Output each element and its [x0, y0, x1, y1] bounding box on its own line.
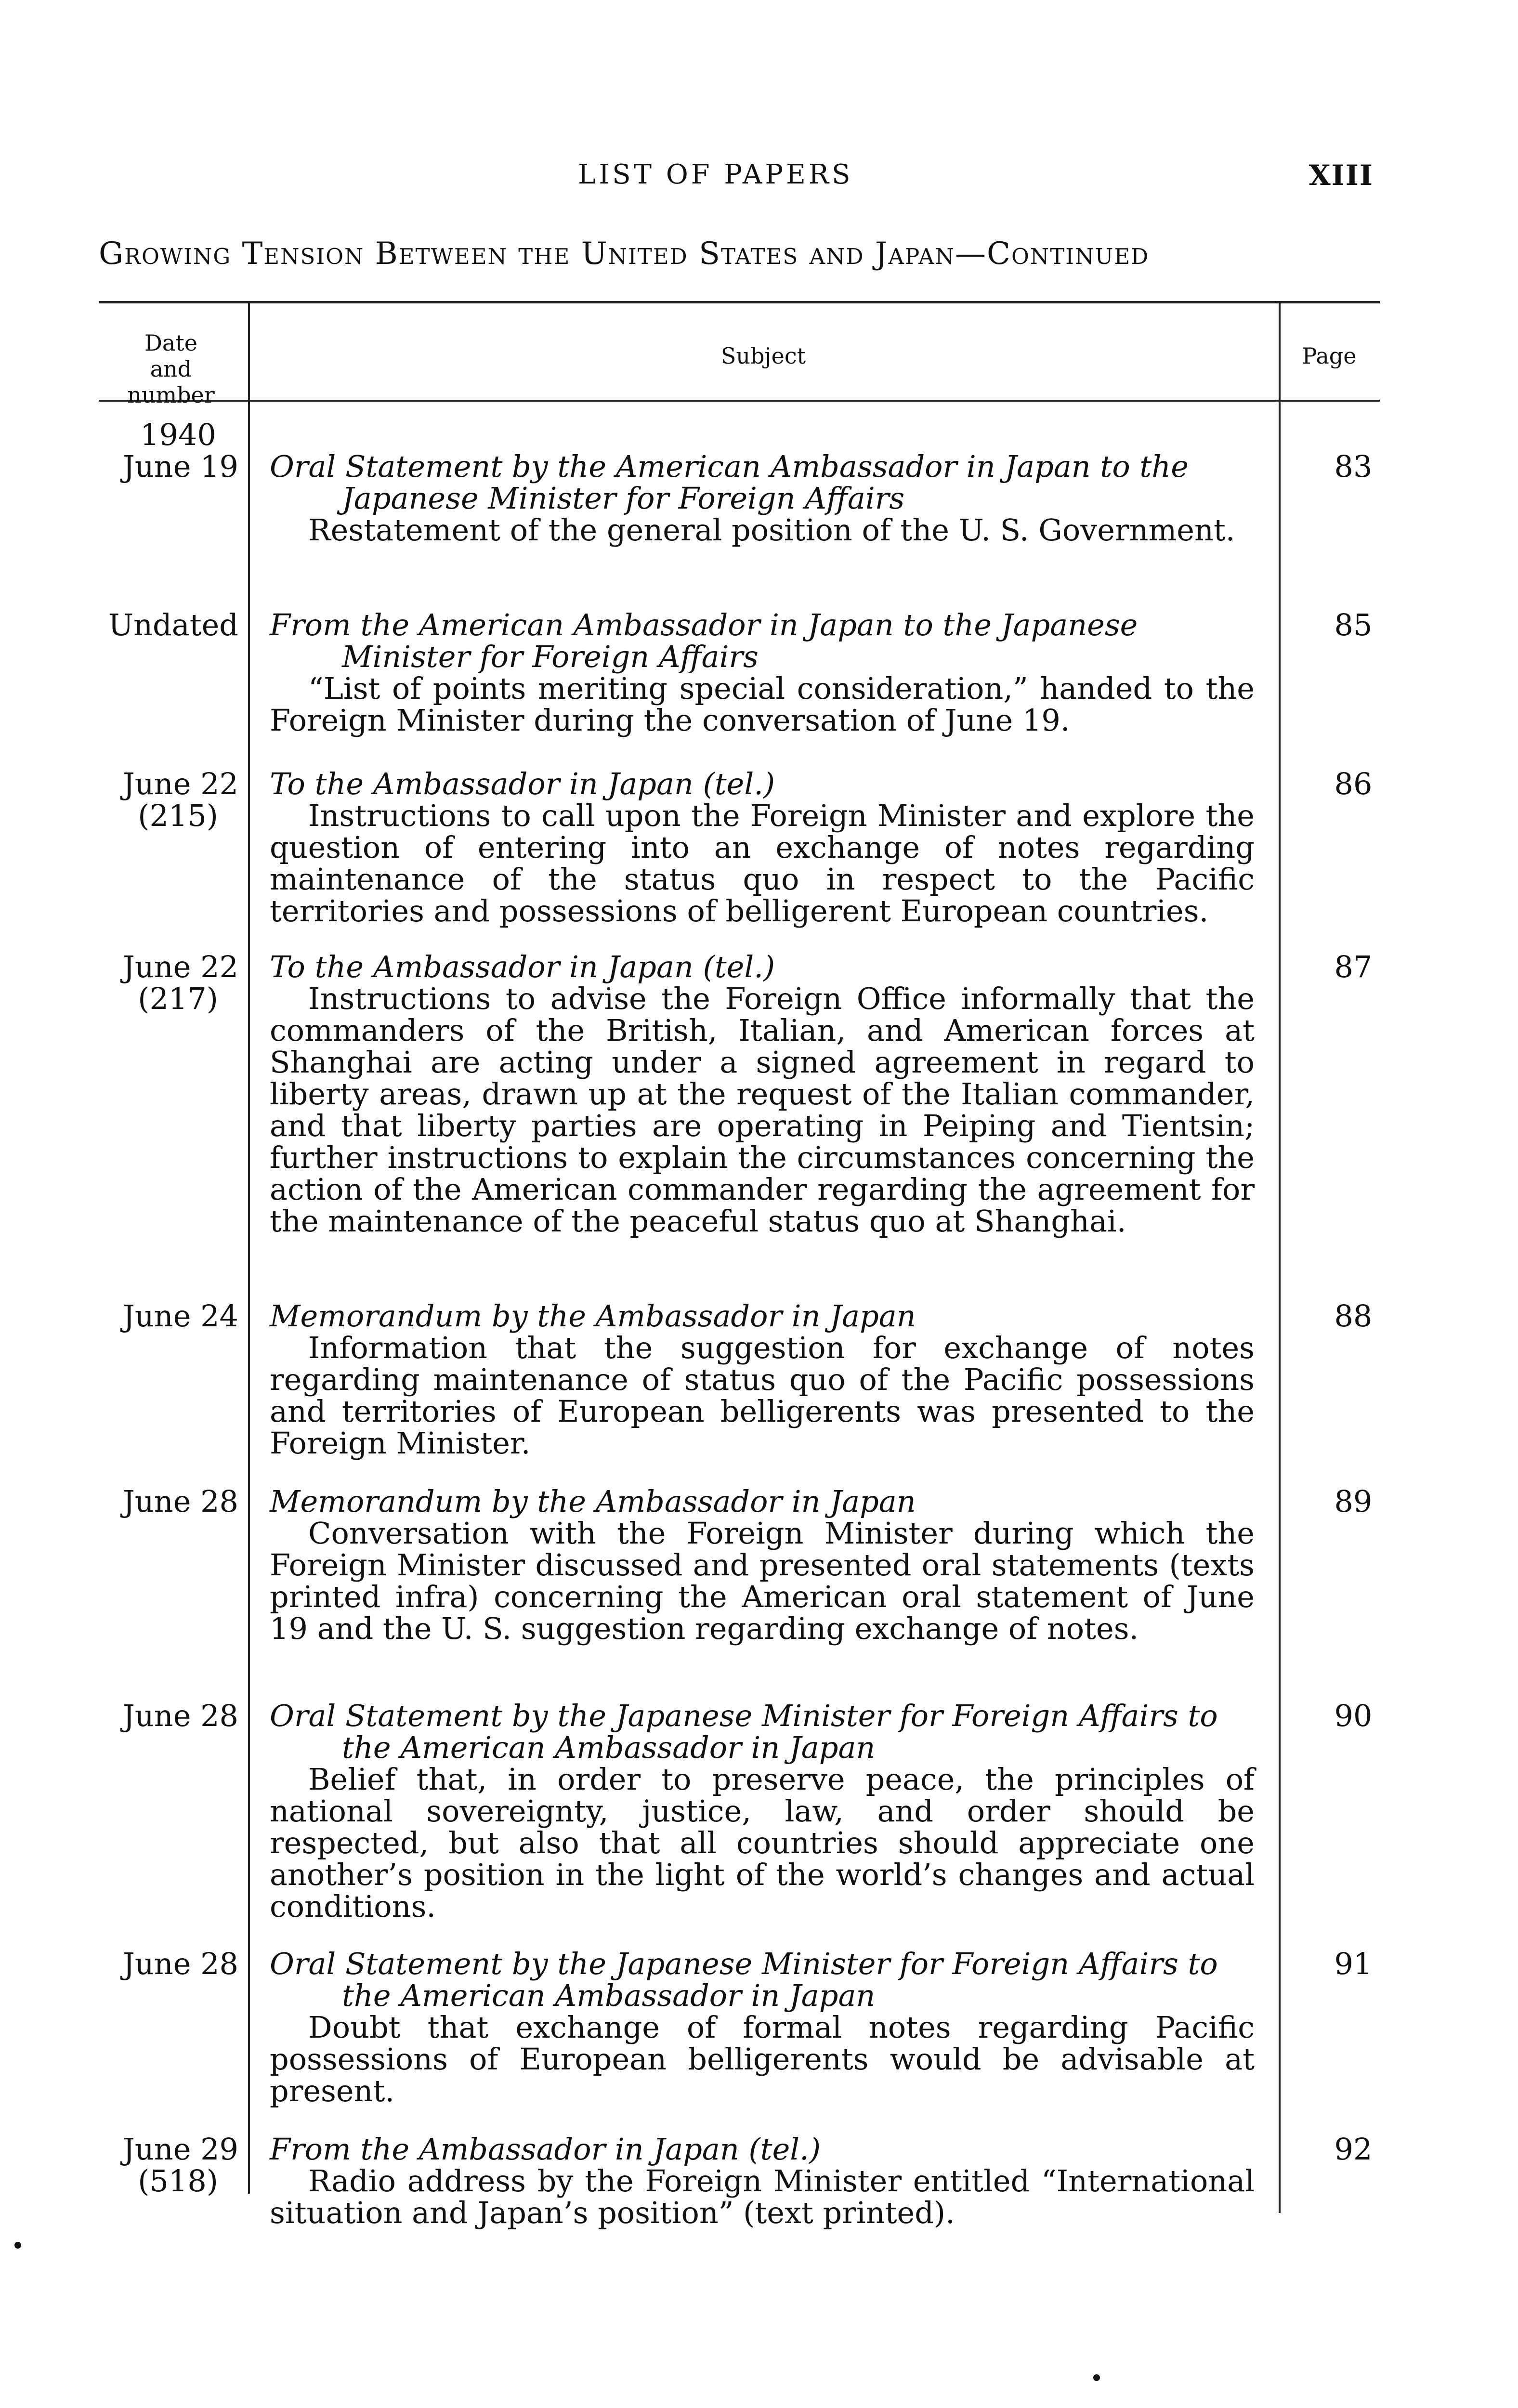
entry-date	[89, 1300, 238, 1332]
entry-subject	[270, 1700, 1255, 1923]
entry-page: 91	[1334, 1946, 1373, 1981]
entry-description: “List of points meriting special consideration,” handed to the Foreign Minister during the conversation of June 19.	[270, 671, 1255, 738]
entry-date	[89, 1948, 238, 1980]
entry-date	[89, 1486, 238, 1518]
entry-date-text: June 22	[122, 766, 238, 801]
running-title: LIST OF PAPERS	[578, 159, 853, 190]
entry-page: 88	[1334, 1298, 1373, 1334]
entry-number: (217)	[138, 981, 218, 1016]
entry-subject	[270, 768, 1255, 927]
entry-date	[89, 2133, 238, 2197]
entry-subject	[270, 451, 1255, 546]
column-header-date	[99, 330, 243, 408]
entry-page: 92	[1334, 2132, 1373, 2167]
entry-subject	[270, 1300, 1255, 1459]
entry-date	[89, 419, 238, 483]
entry-title: Oral Statement by the American Ambassador in Japan to the Japanese Minister for Foreign Affairs	[270, 449, 1189, 516]
entry-subject	[270, 1948, 1255, 2107]
entry-subject	[270, 2133, 1255, 2229]
entry-description: Restatement of the general position of the U. S. Government.	[308, 512, 1235, 548]
entry-number: (518)	[138, 2163, 218, 2199]
entry-subject	[270, 951, 1255, 1237]
entry-title: To the Ambassador in Japan (tel.)	[270, 949, 775, 984]
entry-description: Instructions to advise the Foreign Office informally that the commanders of the British, Italian, and American forces at Shanghai are acting under a signed agreement in regard to liberty areas, drawn up at the request of the Italian commander, and that liberty parties are operating in Peiping and Tientsin; further instructions to explain the circumstances concerning the action of the American commander regarding the agreement for the maintenance of the peaceful status quo at Shanghai.	[270, 981, 1255, 1239]
entry-date-text: June 19	[122, 449, 238, 484]
entry-date-text: June 29	[122, 2132, 238, 2167]
entry-date	[89, 951, 238, 1015]
page-folio: XIII	[1309, 159, 1374, 192]
entry-date	[89, 1700, 238, 1732]
entry-title: From the American Ambassador in Japan to the Japanese Minister for Foreign Affairs	[270, 607, 1138, 674]
entry-title: Memorandum by the Ambassador in Japan	[270, 1484, 916, 1519]
column-divider-date	[248, 301, 250, 2194]
column-divider-page	[1279, 301, 1281, 2213]
entry-description: Instructions to call upon the Foreign Minister and explore the question of entering into an exchange of notes regarding maintenance of the status quo in respect to the Pacific territories and possessions of belligerent European countries.	[270, 798, 1255, 929]
entry-year: 1940	[140, 417, 216, 452]
entry-description: Doubt that exchange of formal notes regarding Pacific possessions of European belligerents would be advisable at present.	[270, 2010, 1255, 2108]
entry-number: (215)	[138, 798, 218, 833]
column-header-page: Page	[1302, 343, 1357, 369]
entry-subject	[270, 1486, 1255, 1645]
entry-title: Memorandum by the Ambassador in Japan	[270, 1298, 916, 1334]
entry-page: 86	[1334, 766, 1373, 801]
entry-description: Belief that, in order to preserve peace, the principles of national sovereignty, justice, law, and order should be respected, but also that all countries should appreciate one another’s position in the light of the world’s changes and actual conditions.	[270, 1762, 1255, 1924]
entry-date-text: Undated	[108, 607, 238, 642]
entry-description: Information that the suggestion for exchange of notes regarding maintenance of status quo of the Pacific possessions and territories of European belligerents was presented to the Foreign Minister.	[270, 1330, 1255, 1461]
column-header-date-label: Date and number	[127, 330, 215, 408]
entry-title: Oral Statement by the Japanese Minister for Foreign Affairs to the American Ambassador in Japan	[270, 1946, 1218, 2013]
scan-speck	[1093, 2374, 1100, 2381]
entry-title: Oral Statement by the Japanese Minister for Foreign Affairs to the American Ambassador in Japan	[270, 1698, 1218, 1765]
entry-page: 83	[1334, 449, 1373, 484]
entry-description: Radio address by the Foreign Minister entitled “International situation and Japan’s position” (text printed).	[270, 2163, 1255, 2230]
scan-speck	[14, 2242, 21, 2249]
section-title: Growing Tension Between the United States and Japan—Continued	[99, 236, 1150, 272]
running-head	[0, 159, 1518, 202]
entry-date	[89, 609, 238, 641]
column-header-subject: Subject	[720, 343, 806, 369]
entry-subject	[270, 609, 1255, 736]
entry-page: 85	[1334, 607, 1373, 642]
entry-date-text: June 28	[122, 1698, 238, 1733]
entry-date	[89, 768, 238, 832]
entry-page: 90	[1334, 1698, 1373, 1733]
entry-date-text: June 28	[122, 1946, 238, 1981]
entry-description: Conversation with the Foreign Minister during which the Foreign Minister discussed and presented oral statements (texts printed infra) concerning the American oral statement of June 19 and the U. S. suggestion regarding exchange of notes.	[270, 1516, 1255, 1646]
table-top-rule	[99, 301, 1380, 303]
entry-date-text: June 22	[122, 949, 238, 984]
entry-page: 87	[1334, 949, 1373, 984]
entry-date-text: June 24	[122, 1298, 238, 1334]
table-header-rule	[99, 400, 1380, 402]
entry-title: To the Ambassador in Japan (tel.)	[270, 766, 775, 801]
entry-title: From the Ambassador in Japan (tel.)	[270, 2132, 821, 2167]
entry-page: 89	[1334, 1484, 1373, 1519]
entry-date-text: June 28	[122, 1484, 238, 1519]
